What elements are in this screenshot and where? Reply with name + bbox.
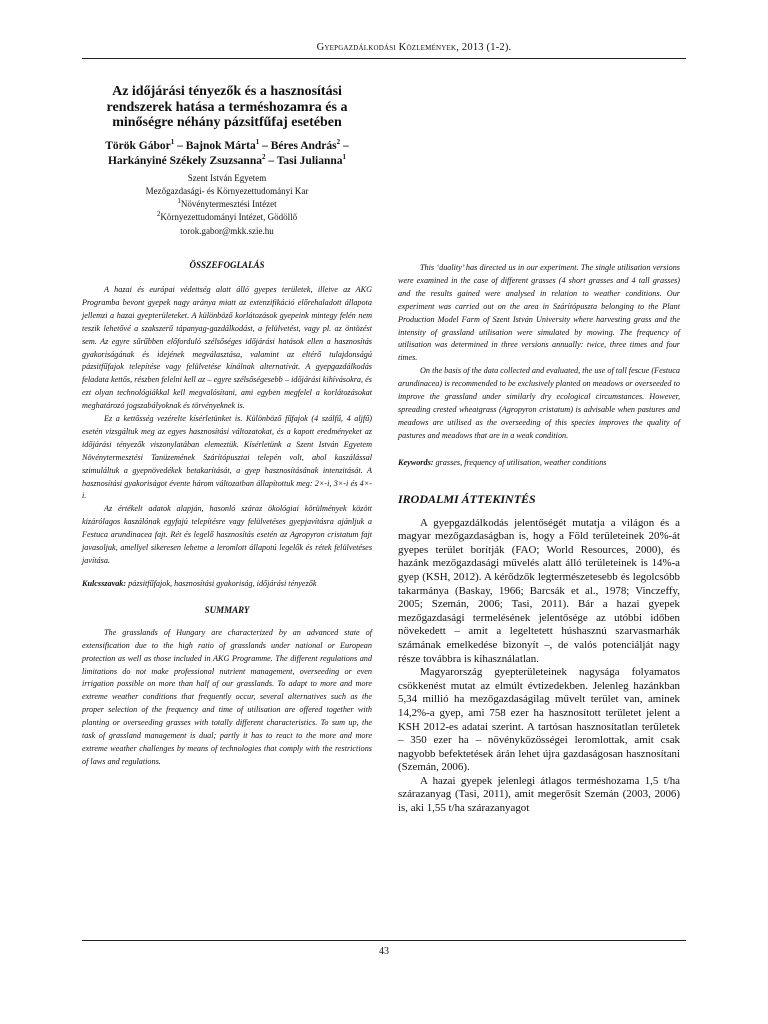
abstract-heading: ÖSSZEFOGLALÁS (189, 259, 265, 270)
abstract-hungarian (82, 284, 372, 568)
literature-heading: IRODALMI ÁTTEKINTÉS (398, 491, 536, 506)
institute-2: $^2$Környezettudományi Intézet, Gödöllő (156, 210, 298, 223)
summary-paragraph: On the basis of the data collected and evaluated, the use of tall fescue (Festuca arundinacea) is recommended to be exclusively planted on meadows or overseeded to improve the grassland under similarly dry ecological circumstances. However, spreading crested wheatgrass (Agropyron cristatum) is advisable when pastures and meadows are utilised as the overseeding of this species improves the quality of pastures and meadows that are in a weak condition. (398, 366, 680, 440)
abstract-paragraph: Ez a kettősség vezérelte kísérletünket is. Különböző fűfajok (4 szálfű, 4 aljfű) esetén vizsgáltuk meg az egyes hasznosítási változatokat, és a kapott eredményeket az időjárási tényezők viszonylatában elemeztük. Kísérletünk a Szent István Egyetem Növénytermesztési Tanüzemének Szárítópusztai telepén volt, ahol kaszálással szimuláltuk a gyepnövedékek betakarítását, a gyep hasznosításának intenzitását. A hasznosítási gyakoriságot évente három változatban állapítottuk meg: 2×-i, 3×-i és 4×-i. (82, 414, 372, 501)
author-list: Török Gábor$^1$ – Bajnok Márta$^1$ – Béres András$^2$ – Harkányiné Székely Zsuzsanna$^2$ – Tasi Julianna$^1$ (105, 137, 349, 167)
right-column (398, 262, 680, 816)
running-head: Gyepgazdálkodási Közlemények, 2013 (1-2). (316, 42, 512, 53)
body-paragraph: Magyarország gyepterületeinek nagysága folyamatos csökkenést mutat az elmúlt évtizedekben. Jelenleg hazánkban 5,34 millió ha mezőgazdaságilag művelt terület van, aminek 14,2%-a gyep, ami 758 ezer ha hasznosított területet jelent a KSH 2012-es adatai szerint. A tartósan hasznosítatlan területek – 350 ezer ha – növényközösségei leromlottak, amit csak nagyobb befektetések árán lehet újra gazdaságosan hasznosítani (Szemán, 2006). (398, 666, 680, 774)
page-number: 43 (379, 946, 389, 957)
literature-review (398, 517, 680, 816)
university-name: Szent István Egyetem (187, 172, 267, 183)
body-paragraph: A gyepgazdálkodás jelentőségét mutatja a világon és a magyar mezőgazdaságban is, hogy a Föld területeinek 20%-át gyepes terület borítják (FAO; World Resources, 2000), és hazánk mezőgazdasági művelés alatt álló területeinek is 14%-a gyep (KSH, 2012). A kérődzők legtermészetesebb és legolcsóbb takarmánya (Baskay, 1966; Barcsák et al., 1978; Vinczeffy, 2005; Szemán, 2006; Tasi, 2011). Bár a hazai gyepek mezőgazdasági termelésének jelentősége az utóbbi időben növekedett – amit a legeltetett húshasznú szarvasmarhák számának emelkedése bizonyít –, de valós potenciálját nagy része továbbra is kihasználatlan. (398, 516, 680, 665)
summary-heading: SUMMARY (204, 604, 250, 615)
faculty-name: Mezőgazdasági- és Környezettudományi Kar (145, 185, 309, 196)
author-name: Tasi Julianna (276, 154, 343, 167)
affiliations (82, 172, 372, 238)
institute-1: $^1$Növénytermesztési Intézet (177, 197, 277, 210)
summary-paragraph: This ‘duality’ has directed us in our experiment. The single utilisation versions were examined in the case of different grasses (4 short grasses and 4 tall grasses) and the results gained were analysed in relation to weather conditions. Our experiment was carried out on the area in Szárítópuszta belonging to the Plant Production Model Farm of Szent István University where harvesting grass and the intensity of grassland utilisation were simulated by mowing. The frequency of utilisation was determined in three versions annually: twice, three times and four times. (398, 263, 680, 363)
header-rule (82, 58, 686, 59)
author-name: Harkányiné Székely Zsuzsanna (107, 154, 262, 167)
abstract-paragraph: A hazai és európai védettség alatt álló gyepes területek, illetve az AKG Programba bevont gyepek nagy aránya miatt az extenzifikáció előrehaladott állapota jellemzi a hazai gyepterületeket. A különböző korlátozások gyepeink mintegy felén nem teszik lehetővé a szakszerű tápanyag-gazdálkodást, a felülvetést, vagy pl. az öntözést sem. Az egyre sűrűbben előforduló szélsőséges időjárási hatások ellen a hasznosítás gyakoriságának és idejének megválasztása, valamint az eltérő tulajdonságú pázsitfűfajok telepítése vagy felülvetése kínálnak alternatívát. A gyepgazdálkodás feladata kettős, részben felelni kell az – egyre szélsőségesebb – időjárási kihívásokra, és ezt olyan technológiákkal kell megvalósítani, ami egyben megfelel a korlátozásokat meghatározó jogszabályoknak és törvényeknek is. (82, 284, 372, 411)
email-address: torok.gabor@mkk.szie.hu (180, 225, 274, 236)
author-name: Török Gábor (105, 139, 171, 152)
body-paragraph: A hazai gyepek jelenlegi átlagos terméshozama 1,5 t/ha szárazanyag (Tasi, 2011), amit megerősít Szemán (2003, 2006) is, aki 1,55 t/ha szárazanyagot (398, 774, 680, 815)
footer-rule (82, 940, 686, 941)
paper-title: Az időjárási tényezők és a hasznosítási rendszerek hatása a terméshozamra és a minőségre néhány pázsitfűfaj esetében (106, 84, 348, 130)
keywords-english: Keywords: grasses, frequency of utilisation, weather conditions (398, 457, 607, 467)
keywords-hungarian: Kulcsszavak: pázsitfűfajok, hasznosítási gyakoriság, időjárási tényezők (82, 578, 317, 588)
summary-paragraph: The grasslands of Hungary are characterized by an advanced state of extensification due to the high ratio of grasslands under national or European protection as well as those included in AKG Programme. The different regulations and limitations do not make professional nutrient management, overseeding or even irrigation possible on more than half of our grasslands. To adapt to more and more extreme weather conditions that frequently occur, several alternatives such as the proper selection of the frequency and time of utilisation are offered together with planting or overseeding grasses with totally different characteristics. To sum up, the task of grassland management is dual; partly it has to react to the more and more extreme weather challenges by means of technologies that comply with the restrictions of laws and regulations. (82, 627, 372, 766)
abstract-paragraph: Az értékelt adatok alapján, hasonló száraz ökológiai körülmények között kizárólagos kaszálónak egyfajú telepítésre vagy felülvetéses gyepjavításra ajánljuk a Festuca arundinacea fajt. Rét és legelő hasznosítás esetén az Agropyron cristatum fajt javasoljuk, amellyel sikeresen lehetne a leromlott állapotú legelők és rétek felülvetéses javítása. (82, 504, 372, 566)
left-column (82, 70, 372, 769)
author-name: Béres András (270, 139, 337, 152)
author-name: Bajnok Márta (185, 139, 256, 152)
summary-english (82, 627, 372, 769)
summary-continued (398, 262, 680, 443)
